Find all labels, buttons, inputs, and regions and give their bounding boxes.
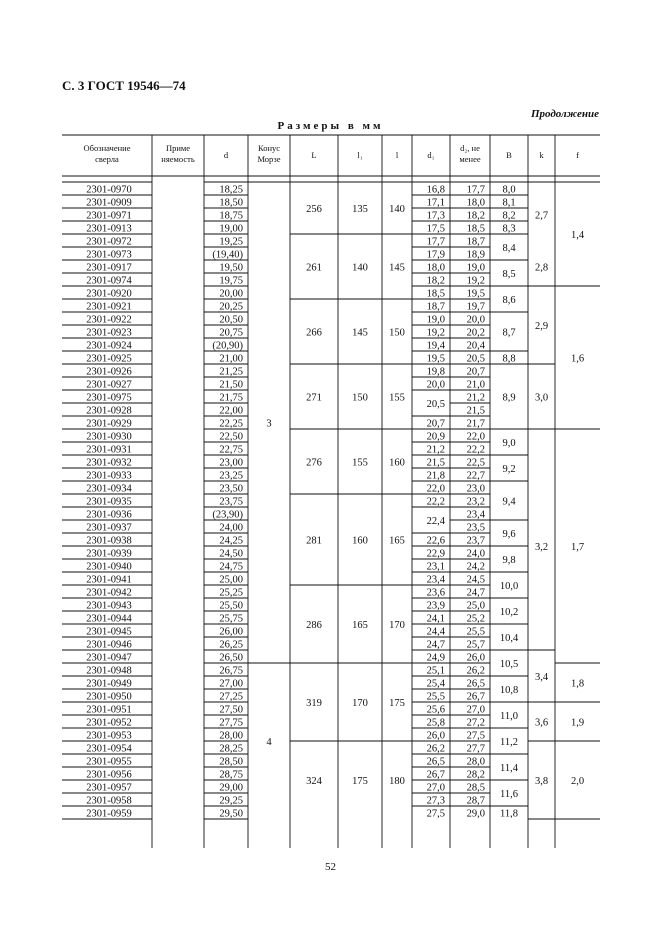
drill-code: 2301-0930 — [86, 431, 132, 443]
cell-l: 155 — [389, 392, 405, 404]
cell-L: 261 — [306, 262, 322, 274]
cell-d2: 26,2 — [466, 665, 485, 677]
drill-code: 2301-0933 — [86, 470, 132, 482]
drill-diameter: 22,50 — [219, 431, 243, 443]
cell-f: 1,7 — [570, 542, 585, 553]
cell-d2: 29,0 — [466, 808, 485, 820]
cell-d1: 18,7 — [426, 301, 445, 313]
cell-d1: 19,4 — [426, 340, 445, 352]
drill-diameter: 22,00 — [219, 405, 243, 417]
column-header-f: f — [576, 150, 579, 160]
cell-k: 3,2 — [534, 542, 549, 553]
cell-B: 10,5 — [499, 659, 519, 670]
drill-code: 2301-0970 — [86, 184, 132, 196]
cell-d2: 23,2 — [466, 496, 485, 508]
drill-diameter: 25,00 — [219, 574, 243, 586]
drill-code: 2301-0955 — [86, 756, 132, 768]
cell-B: 10,0 — [499, 581, 519, 592]
column-header-applicability: няемость — [161, 154, 195, 164]
cell-d1: 17,7 — [426, 236, 445, 248]
cell-d1: 20,5 — [426, 399, 445, 410]
drill-diameter: 27,00 — [219, 678, 243, 690]
cell-d1: 19,2 — [426, 327, 445, 339]
cell-d2: 18,5 — [466, 223, 485, 235]
cell-d1: 17,5 — [426, 223, 445, 235]
cell-L: 281 — [306, 535, 322, 547]
cell-d1: 21,8 — [426, 470, 445, 482]
cell-B: 8,5 — [502, 269, 516, 280]
cell-d2: 27,7 — [466, 743, 485, 755]
cell-B: 8,3 — [502, 223, 516, 235]
drill-diameter: 24,50 — [219, 548, 243, 560]
drill-diameter: 23,50 — [219, 483, 243, 495]
drill-code: 2301-0941 — [86, 574, 132, 586]
cell-l1: 140 — [352, 262, 368, 274]
column-header-d1: d₁ — [427, 150, 435, 160]
column-header-morse: Конус — [257, 143, 281, 153]
cell-d2: 27,0 — [466, 704, 485, 716]
cell-d2: 25,7 — [466, 639, 485, 651]
cell-morse: 4 — [266, 737, 272, 748]
cell-d1: 18,5 — [426, 288, 445, 300]
cell-B: 8,4 — [502, 243, 516, 254]
cell-d2: 22,2 — [466, 444, 485, 456]
cell-d2: 25,2 — [466, 613, 485, 625]
drill-diameter: 28,00 — [219, 730, 243, 742]
drill-code: 2301-0950 — [86, 691, 132, 703]
cell-d2: 21,0 — [466, 379, 485, 391]
cell-d2: 28,0 — [466, 756, 485, 768]
drill-diameter: 25,75 — [219, 613, 243, 625]
drill-diameter: 25,50 — [219, 600, 243, 612]
drill-diameter: 21,75 — [219, 392, 243, 404]
cell-L: 276 — [306, 457, 322, 469]
drill-diameter: 23,00 — [219, 457, 243, 469]
column-header-d: d — [223, 150, 229, 160]
cell-d1: 20,9 — [426, 431, 445, 443]
cell-k: 2,9 — [534, 321, 549, 332]
cell-B: 8,7 — [502, 327, 516, 339]
cell-f: 1,9 — [570, 717, 585, 729]
drill-code: 2301-0947 — [86, 652, 132, 664]
cell-d2: 28,2 — [466, 769, 485, 781]
cell-l: 170 — [389, 620, 405, 631]
drill-diameter: 26,75 — [219, 665, 243, 677]
cell-l1: 175 — [352, 776, 368, 787]
drill-code: 2301-0924 — [86, 340, 132, 352]
drill-diameter: (19,40) — [212, 249, 243, 261]
page-header: С. 3 ГОСТ 19546—74 — [62, 78, 186, 93]
drill-code: 2301-0946 — [86, 639, 132, 651]
cell-B: 10,8 — [499, 685, 519, 696]
cell-d1: 19,8 — [426, 366, 445, 378]
drill-code: 2301-0936 — [86, 509, 132, 521]
cell-d2: 17,7 — [466, 184, 485, 196]
drill-diameter: 23,25 — [219, 470, 243, 482]
drill-diameter: 24,25 — [219, 535, 243, 547]
drill-code: 2301-0944 — [86, 613, 132, 625]
cell-B: 11,6 — [500, 789, 518, 800]
drill-code: 2301-0927 — [86, 379, 132, 391]
cell-B: 9,6 — [502, 529, 516, 540]
drill-code: 2301-0957 — [86, 782, 132, 794]
drill-code: 2301-0940 — [86, 561, 132, 573]
cell-d1: 24,1 — [426, 613, 445, 625]
cell-k: 2,8 — [534, 262, 549, 274]
cell-f: 1,4 — [570, 230, 585, 241]
drill-code: 2301-0931 — [86, 444, 132, 456]
cell-l: 140 — [389, 204, 405, 215]
cell-d1: 21,5 — [426, 457, 445, 469]
drill-diameter: 28,25 — [219, 743, 243, 755]
cell-B: 9,2 — [502, 464, 516, 475]
drill-diameter: 24,00 — [219, 522, 243, 534]
cell-L: 266 — [306, 327, 322, 339]
drill-code: 2301-0932 — [86, 457, 132, 469]
cell-d1: 23,6 — [426, 587, 445, 599]
cell-B: 11,2 — [500, 737, 518, 748]
cell-d1: 23,4 — [426, 574, 445, 586]
cell-B: 11,4 — [500, 763, 518, 774]
drill-code: 2301-0952 — [86, 717, 132, 729]
cell-l1: 160 — [352, 535, 368, 547]
drill-code: 2301-0923 — [86, 327, 132, 339]
cell-B: 8,0 — [502, 184, 516, 196]
continuation-label: Продолжение — [530, 108, 599, 120]
cell-d2: 28,5 — [466, 782, 485, 794]
drill-diameter: 29,25 — [219, 795, 243, 807]
cell-L: 324 — [306, 776, 322, 787]
drill-code: 2301-0913 — [86, 223, 132, 235]
drill-code: 2301-0921 — [86, 301, 132, 313]
cell-morse: 3 — [266, 418, 272, 430]
cell-L: 286 — [306, 620, 322, 631]
cell-d1: 23,1 — [426, 561, 445, 573]
drill-code: 2301-0920 — [86, 288, 132, 300]
cell-d1: 25,6 — [426, 704, 445, 716]
drill-diameter: 29,50 — [219, 808, 243, 820]
cell-d2: 22,0 — [466, 431, 485, 443]
drill-code: 2301-0943 — [86, 600, 132, 612]
cell-l: 175 — [389, 698, 405, 709]
drill-diameter: 20,25 — [219, 301, 243, 313]
column-header-l1: l₁ — [357, 150, 363, 160]
cell-d1: 25,5 — [426, 691, 445, 703]
cell-d1: 25,4 — [426, 678, 445, 690]
drill-code: 2301-0945 — [86, 626, 132, 638]
cell-d1: 20,7 — [426, 418, 445, 430]
cell-d2: 26,5 — [466, 678, 485, 690]
cell-k: 2,7 — [534, 210, 549, 222]
cell-d2: 20,0 — [466, 314, 485, 326]
drill-code: 2301-0909 — [86, 197, 132, 209]
drill-code: 2301-0934 — [86, 483, 132, 495]
page-number: 52 — [325, 861, 336, 873]
cell-d1: 18,0 — [426, 262, 445, 274]
cell-d1: 22,2 — [426, 496, 445, 508]
cell-d1: 22,6 — [426, 535, 445, 547]
cell-d2: 22,5 — [466, 457, 485, 469]
cell-L: 256 — [306, 204, 322, 215]
cell-l1: 145 — [352, 327, 368, 339]
column-header-k: k — [539, 150, 544, 160]
cell-k: 3,6 — [534, 717, 549, 729]
drill-diameter: 21,00 — [219, 353, 243, 365]
cell-f: 2,0 — [570, 776, 585, 787]
drill-diameter: 22,75 — [219, 444, 243, 456]
cell-k: 3,4 — [534, 672, 549, 683]
cell-d2: 18,7 — [466, 236, 485, 248]
cell-d1: 21,2 — [426, 444, 445, 456]
cell-B: 8,2 — [502, 210, 516, 222]
cell-l: 145 — [389, 262, 405, 274]
drill-diameter: 29,00 — [219, 782, 243, 794]
cell-l: 160 — [389, 457, 405, 469]
cell-B: 10,4 — [499, 633, 519, 644]
drill-code: 2301-0949 — [86, 678, 132, 690]
cell-d2: 19,0 — [466, 262, 485, 274]
dimensions-caption: Размеры в мм — [277, 120, 384, 132]
drill-diameter: 20,50 — [219, 314, 243, 326]
drill-diameter: 26,00 — [219, 626, 243, 638]
drill-diameter: 21,50 — [219, 379, 243, 391]
drill-code: 2301-0973 — [86, 249, 132, 261]
column-header-applicability: Приме — [165, 143, 191, 153]
column-header-designation: Обозначение — [83, 143, 131, 153]
cell-d2: 20,2 — [466, 327, 485, 339]
cell-d1: 24,7 — [426, 639, 445, 651]
drill-diameter: 28,75 — [219, 769, 243, 781]
drill-diameter: 27,50 — [219, 704, 243, 716]
drill-diameter: 25,25 — [219, 587, 243, 599]
cell-l1: 170 — [352, 698, 368, 709]
cell-B: 8,1 — [502, 197, 516, 209]
cell-d2: 24,5 — [466, 574, 485, 586]
drill-code: 2301-0922 — [86, 314, 132, 326]
cell-d2: 23,7 — [466, 535, 485, 547]
cell-d2: 21,5 — [466, 405, 485, 417]
column-header-d2: менее — [459, 154, 481, 164]
cell-l1: 150 — [352, 392, 368, 404]
cell-l1: 155 — [352, 457, 368, 469]
drill-code: 2301-0938 — [86, 535, 132, 547]
cell-d2: 20,7 — [466, 366, 485, 378]
drill-code: 2301-0956 — [86, 769, 132, 781]
drill-diameter: 22,25 — [219, 418, 243, 430]
cell-d1: 24,9 — [426, 652, 445, 664]
column-header-L: L — [311, 150, 317, 160]
cell-d1: 19,5 — [426, 353, 445, 365]
drill-diameter: 19,00 — [219, 223, 243, 235]
cell-d2: 21,2 — [466, 392, 485, 404]
cell-B: 8,6 — [502, 295, 516, 306]
cell-d2: 24,2 — [466, 561, 485, 573]
drill-code: 2301-0975 — [86, 392, 132, 404]
cell-l1: 165 — [352, 620, 368, 631]
drill-diameter: 23,75 — [219, 496, 243, 508]
cell-d1: 22,0 — [426, 483, 445, 495]
drill-code: 2301-0935 — [86, 496, 132, 508]
cell-l: 180 — [389, 776, 405, 787]
cell-d1: 16,8 — [426, 184, 445, 196]
cell-d1: 18,2 — [426, 275, 445, 287]
cell-d1: 23,9 — [426, 600, 445, 612]
cell-B: 9,4 — [502, 496, 516, 508]
drill-code: 2301-0958 — [86, 795, 132, 807]
cell-B: 11,8 — [500, 808, 518, 820]
drill-code: 2301-0937 — [86, 522, 132, 534]
cell-d2: 24,0 — [466, 548, 485, 560]
cell-d2: 19,5 — [466, 288, 485, 300]
drill-diameter: 24,75 — [219, 561, 243, 573]
drill-code: 2301-0925 — [86, 353, 132, 365]
drill-diameter: 26,25 — [219, 639, 243, 651]
cell-d2: 27,2 — [466, 717, 485, 729]
cell-B: 9,0 — [502, 438, 516, 449]
cell-B: 8,9 — [502, 392, 516, 404]
cell-B: 11,0 — [500, 711, 518, 722]
drill-diameter: 18,75 — [219, 210, 243, 222]
cell-d1: 27,0 — [426, 782, 445, 794]
drill-diameter: (20,90) — [212, 340, 243, 352]
cell-f: 1,8 — [570, 678, 585, 690]
cell-d2: 26,7 — [466, 691, 485, 703]
cell-L: 271 — [306, 392, 322, 404]
column-header-l: l — [395, 150, 399, 160]
drill-diameter: 19,75 — [219, 275, 243, 287]
cell-d2: 23,4 — [466, 509, 485, 521]
drill-code: 2301-0928 — [86, 405, 132, 417]
drill-diameter: 19,50 — [219, 262, 243, 274]
column-header-d2: d₂, не — [460, 143, 480, 153]
drill-diameter: 27,25 — [219, 691, 243, 703]
cell-d1: 17,3 — [426, 210, 445, 222]
drill-diameter: 26,50 — [219, 652, 243, 664]
drill-diameter: 18,50 — [219, 197, 243, 209]
cell-d1: 22,9 — [426, 548, 445, 560]
drill-code: 2301-0953 — [86, 730, 132, 742]
column-header-designation: сверла — [95, 154, 119, 164]
cell-d2: 19,2 — [466, 275, 485, 287]
drill-code: 2301-0972 — [86, 236, 132, 248]
drill-code: 2301-0959 — [86, 808, 132, 820]
drill-code: 2301-0917 — [86, 262, 132, 274]
cell-d2: 26,0 — [466, 652, 485, 664]
cell-d1: 19,0 — [426, 314, 445, 326]
column-header-morse: Морзе — [257, 154, 281, 164]
cell-d2: 21,7 — [466, 418, 485, 430]
cell-d1: 25,1 — [426, 665, 445, 677]
cell-B: 10,2 — [499, 607, 519, 618]
cell-d2: 27,5 — [466, 730, 485, 742]
cell-l: 150 — [389, 327, 405, 339]
cell-d2: 25,5 — [466, 626, 485, 638]
cell-L: 319 — [306, 698, 322, 709]
cell-d1: 27,3 — [426, 795, 445, 807]
cell-B: 9,8 — [502, 555, 516, 566]
cell-d1: 24,4 — [426, 626, 445, 638]
drill-code: 2301-0939 — [86, 548, 132, 560]
cell-d2: 23,0 — [466, 483, 485, 495]
cell-d2: 18,9 — [466, 249, 485, 261]
cell-f: 1,6 — [570, 353, 585, 365]
cell-d2: 22,7 — [466, 470, 485, 482]
cell-d2: 18,2 — [466, 210, 485, 222]
cell-d2: 23,5 — [466, 522, 485, 534]
drill-code: 2301-0971 — [86, 210, 132, 222]
cell-B: 8,8 — [502, 353, 516, 365]
cell-d1: 17,9 — [426, 249, 445, 261]
cell-k: 3,0 — [534, 392, 549, 404]
drill-diameter: 20,00 — [219, 288, 243, 300]
drill-code: 2301-0942 — [86, 587, 132, 599]
drill-code: 2301-0954 — [86, 743, 132, 755]
cell-l1: 135 — [352, 204, 368, 215]
drill-code: 2301-0948 — [86, 665, 132, 677]
drill-diameter: 21,25 — [219, 366, 243, 378]
drill-code: 2301-0951 — [86, 704, 132, 716]
cell-l: 165 — [389, 535, 405, 547]
drill-diameter: 27,75 — [219, 717, 243, 729]
cell-d2: 18,0 — [466, 197, 485, 209]
cell-d1: 25,8 — [426, 717, 445, 729]
cell-d2: 24,7 — [466, 587, 485, 599]
cell-d1: 26,7 — [426, 769, 445, 781]
column-header-B: B — [506, 150, 512, 160]
drill-diameter: 19,25 — [219, 236, 243, 248]
cell-d1: 26,0 — [426, 730, 445, 742]
drill-code: 2301-0926 — [86, 366, 132, 378]
cell-d2: 19,7 — [466, 301, 485, 313]
drill-diameter: 18,25 — [219, 184, 243, 196]
drill-diameter: (23,90) — [212, 509, 243, 521]
cell-k: 3,8 — [534, 776, 549, 787]
cell-d2: 28,7 — [466, 795, 485, 807]
drill-diameter: 20,75 — [219, 327, 243, 339]
cell-d2: 20,5 — [466, 353, 485, 365]
drill-code: 2301-0974 — [86, 275, 132, 287]
cell-d1: 17,1 — [426, 197, 445, 209]
cell-d1: 27,5 — [426, 808, 445, 820]
cell-d1: 26,2 — [426, 743, 445, 755]
cell-d1: 26,5 — [426, 756, 445, 768]
cell-d2: 25,0 — [466, 600, 485, 612]
cell-d1: 22,4 — [426, 516, 445, 527]
cell-d1: 20,0 — [426, 379, 445, 391]
cell-d2: 20,4 — [466, 340, 485, 352]
drill-diameter: 28,50 — [219, 756, 243, 768]
drill-code: 2301-0929 — [86, 418, 132, 430]
